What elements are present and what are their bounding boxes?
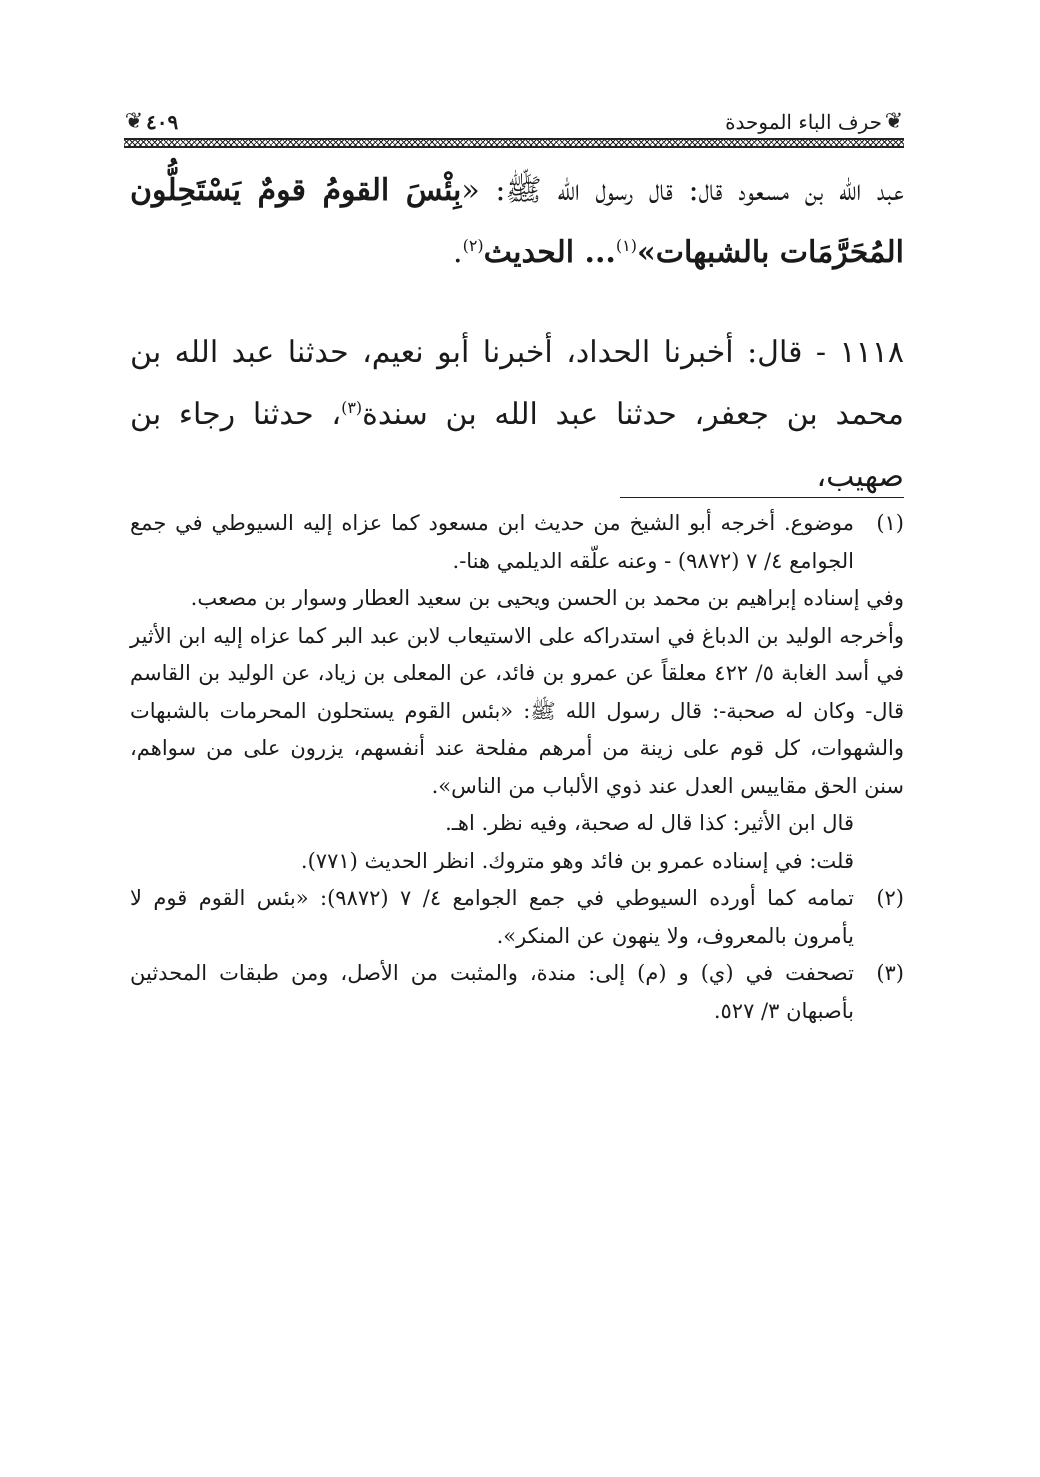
chapter-title: حرف الباء الموحدة xyxy=(725,110,882,134)
footnote-number: (٢) xyxy=(876,886,904,910)
main-paragraph: ١١١٨ - قال: أخبرنا الحداد، أخبرنا أبو نعيم، حدثنا عبد الله بن محمد بن جعفر، حدثنا عبد الله بن سندة$^{(٣)}$، حدثنا رجاء بن صهيب، xyxy=(130,335,904,494)
footnote-number: (٣) xyxy=(876,961,904,985)
leaf-ornament-icon: ❦ xyxy=(884,109,904,134)
footnote-3: (٣) تصحفت في (ي) و (م) إلى: مندة، والمثبت من الأصل، ومن طبقات المحدثين بأصبهان ٣/ ٥٢٧. xyxy=(130,955,904,1030)
footnote-separator xyxy=(620,497,904,498)
footnote-2: (٢) تمامه كما أورده السيوطي في جمع الجوامع ٤/ ٧ (٩٨٧٢): «بئس القوم قوم لا يأمرون بالمعروف، ولا ينهون عن المنكر». xyxy=(130,880,904,955)
hadith-text: بِئْسَ القومُ قومٌ يَسْتَحِلُّون المُحَرَّمَات بالشبهات xyxy=(130,173,904,270)
hadith-word: الحديث xyxy=(483,235,575,270)
header-divider xyxy=(124,138,904,148)
page-header xyxy=(124,108,904,148)
footnote-ref: (٣) xyxy=(341,398,363,417)
footnote-1: (١) موضوع. أخرجه أبو الشيخ من حديث ابن مسعود كما عزاه إليه السيوطي في جمع الجوامع ٤/ ٧ (٩٨٧٢) - وعنه علّقه الديلمي هنا-. وفي إسناده إبراهيم بن محمد بن الحسن ويحيى بن سعيد العطار وسوار بن مصعب. وأخرجه الوليد بن الدباغ في استدراكه على الاستيعاب لابن عبد البر كما عزاه إليه ابن الأثير في أسد الغابة ٥/ ٤٢٢ معلقاً عن عمرو بن فائد، عن المعلى بن زياد، عن الوليد بن القاسم قال- وكان له صحبة-: قال رسول الله ﷺ: «بئس القوم يستحلون المحرمات بالشبهات والشهوات، كل قوم على زينة من أمرهم مفلحة عند أنفسهم، يزرون على من سواهم، سنن الحق مقاييس العدل عند ذوي الألباب من الناس». قال ابن الأثير: كذا قال له صحبة، وفيه نظر. اهـ. قلت: في إسناده عمرو بن فائد وهو متروك. انظر الحديث (٧٧١). xyxy=(130,505,904,880)
main-paragraph: عبد الله بن مسعود قال: قال رسول الله ﷺ: «بِئْسَ القومُ قومٌ يَسْتَحِلُّون المُحَرَّمَات بالشبهات»$^{(١)}$... الحديث$^{(٢)}$. xyxy=(130,173,904,270)
page-number: ٤٠٩ xyxy=(146,110,179,134)
footnote-ref: (٢) xyxy=(462,236,484,255)
footnote-ref: (١) xyxy=(615,236,637,255)
main-text xyxy=(130,160,904,508)
leaf-ornament-icon: ❦ xyxy=(124,109,144,134)
footnotes xyxy=(130,505,904,1030)
footnote-number: (١) xyxy=(876,511,904,535)
